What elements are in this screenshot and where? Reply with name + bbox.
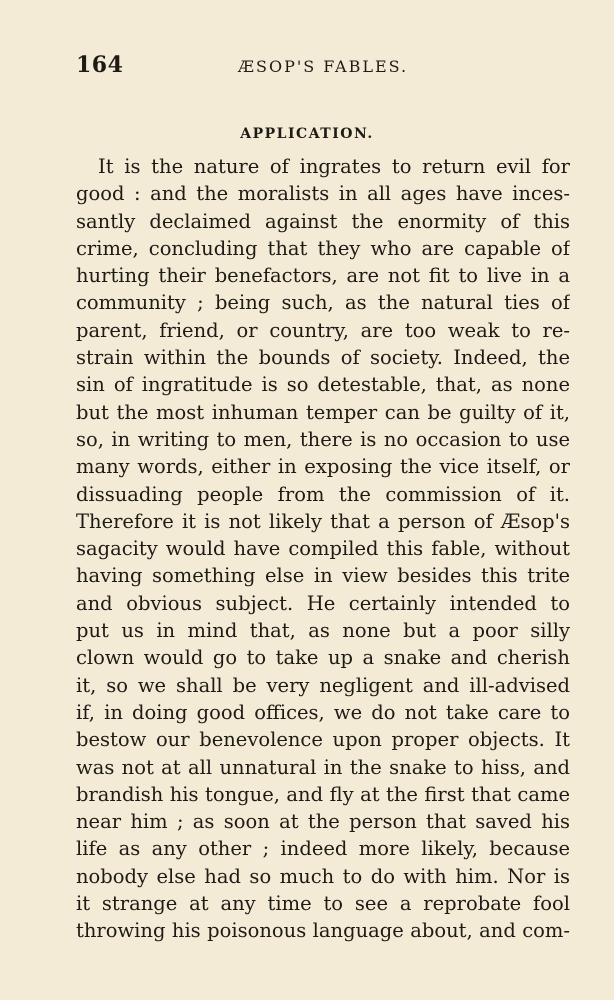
text-line: life as any other ; indeed more likely, because	[76, 837, 570, 861]
text-line: bestow our benevolence upon proper objects. It	[76, 728, 570, 752]
text-line: clown would go to take up a snake and cherish	[76, 646, 570, 670]
text-line: so, in writing to men, there is no occasion to use	[76, 427, 570, 451]
text-line: parent, friend, or country, are too weak to re-	[76, 318, 570, 342]
text-line: hurting their benefactors, are not fit to live in a	[76, 264, 570, 288]
section-heading: APPLICATION.	[240, 126, 374, 142]
text-line: strain within the bounds of society. Indeed, the	[76, 346, 570, 370]
text-line: sagacity would have compiled this fable, without	[76, 537, 570, 561]
text-line: crime, concluding that they who are capable of	[76, 236, 570, 260]
text-line: brandish his tongue, and fly at the first that came	[76, 782, 570, 806]
text-line: It is the nature of ingrates to return evil for	[98, 155, 570, 178]
text-line: near him ; as soon at the person that saved his	[76, 810, 570, 834]
text-line: community ; being such, as the natural ties of	[76, 291, 570, 315]
text-line: it, so we shall be very negligent and ill-advised	[76, 673, 570, 697]
text-line: but the most inhuman temper can be guilty of it,	[76, 400, 570, 424]
text-line: dissuading people from the commission of it.	[76, 482, 570, 506]
body-text	[76, 153, 570, 945]
text-line: sin of ingratitude is so detestable, that, as none	[76, 373, 570, 397]
text-line: Therefore it is not likely that a person of Æsop's	[76, 509, 570, 533]
text-line: if, in doing good offices, we do not take care to	[76, 700, 570, 724]
text-line: nobody else had so much to do with him. Nor is	[76, 864, 570, 888]
text-line: good : and the moralists in all ages have inces-	[76, 182, 570, 206]
running-title: ÆSOP'S FABLES.	[238, 57, 409, 76]
text-line: many words, either in exposing the vice itself, or	[76, 455, 570, 479]
text-line: having something else in view besides this trite	[76, 564, 570, 588]
text-line: throwing his poisonous language about, and com-	[76, 919, 570, 943]
text-line: santly declaimed against the enormity of this	[76, 209, 570, 233]
page-number: 164	[76, 52, 124, 78]
text-line: was not at all unnatural in the snake to hiss, and	[76, 755, 570, 779]
text-line: and obvious subject. He certainly intended to	[76, 591, 570, 615]
text-line: it strange at any time to see a reprobate fool	[76, 892, 570, 916]
running-head	[76, 52, 570, 80]
text-line: put us in mind that, as none but a poor silly	[76, 619, 570, 643]
